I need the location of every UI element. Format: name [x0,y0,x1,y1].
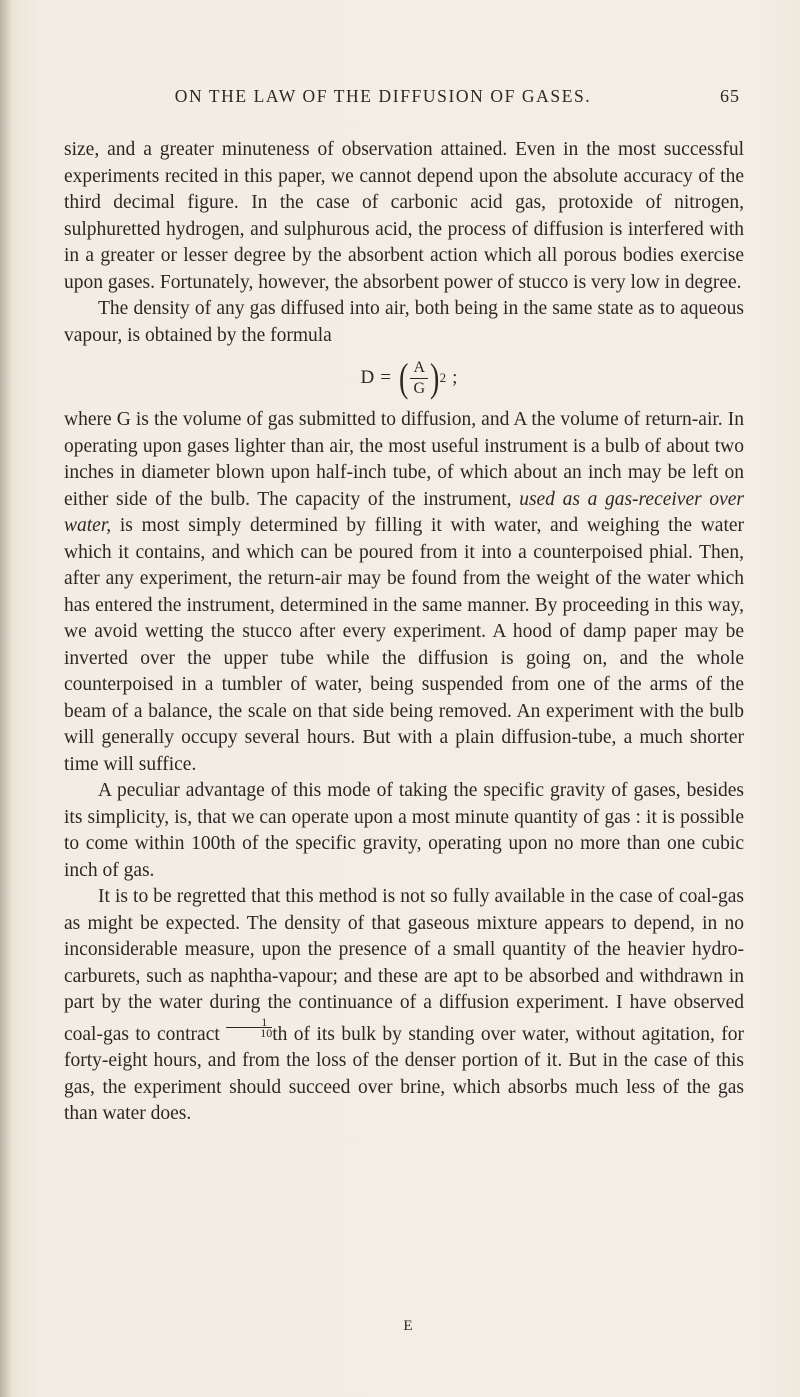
paragraph-3-part-a: where G is the volume of gas submitted to diffusion, and A the volume of return-air. In operating upon gases lighter than air, the most useful instrument is a bulb of about two inches in diameter blown upon half-inch tube, of which about an inch may be left on either side of the bulb. The capacity of the instrument, [64,409,744,510]
paragraph-1: size, and a greater minuteness of observation attained. Even in the most successful experiments recited in this paper, we cannot depend upon the absolute accuracy of the third decimal figure. In the case of carbonic acid gas, protoxide of nitrogen, sulphuretted hydrogen, and sulphurous acid, the process of diffusion is interfered with in a greater or lesser degree by the absorbent action which all porous bodies exercise upon gases. Fortunately, however, the absorbent power of stucco is very low in degree. [64,139,744,293]
paragraph-3 [64,407,744,778]
body-text [64,137,744,1128]
paragraph-4: A peculiar advantage of this mode of taking the specific gravity of gases, besides its simplicity, is, that we can operate upon a most minute quantity of gas : it is possible to come within 100th of the specific gravity, operating upon no more than one cubic inch of gas. [64,780,744,881]
formula-close-paren: ) [430,355,440,400]
paragraph-5-part-b: th of its bulk by standing over water, without agitation, for forty-eight hours, and from the loss of the denser portion of it. But in the case of this gas, the experiment should succeed over brine, which absorbs much less of the gas than water does. [64,1023,745,1124]
formula-fraction-bar [410,378,428,379]
formula-equals: = [380,366,391,388]
paragraph-5 [64,884,744,1128]
page-number: 65 [720,86,740,106]
paragraph-2: The density of any gas diffused into air, both being in the same state as to aqueous vapour, is obtained by the formula [64,298,744,346]
paragraph-3-italic: used as a gas-receiver over water, [64,488,744,536]
paragraph-5-part-a: It is to be regretted that this method is not so fully available in the case of coal-gas as might be expected. The density of that gaseous mixture appears to depend, in no inconsiderable measure, upon the presence of a small quantity of the heavier hydro-carburets, such as naphtha-vapour; and these are apt to be absorbed and withdrawn in part by the water during the continuance of a diffusion experiment. I have observed coal-gas to contract [64,886,744,1045]
formula-lhs: D [360,366,375,388]
inline-fraction [226,1014,273,1040]
page-gutter-shadow [0,0,12,1397]
running-title: ON THE LAW OF THE DIFFUSION OF GASES. [174,86,592,106]
formula-semicolon: ; [452,366,458,388]
formula-open-paren: ( [398,355,409,400]
page-header [0,86,800,116]
inline-fraction-denominator: 10 [260,1025,273,1040]
formula-exponent: 2 [439,369,447,385]
formula-numerator: A [413,358,426,376]
signature-mark: E [403,1318,413,1334]
formula-denominator: G [413,379,426,397]
paragraph-3-part-b: is most simply determined by filling it with water, and weighing the water which it contains, and which can be poured from it into a counterpoised phial. Then, after any experiment, the return-air may be found from the weight of the water which has entered the instrument, determined in the same manner. By proceeding in this way, we avoid wetting the stucco after every experiment. A hood of damp paper may be inverted over the upper tube while the diffusion is going on, and the whole counterpoised in a tumbler of water, being suspended from one of the arms of the beam of a balance, the scale on that side being removed. An experiment with the bulb will generally occupy several hours. But with a plain diffusion-tube, a much shorter time will suffice. [64,515,745,775]
inline-fraction-numerator: 1 [226,1017,272,1028]
density-formula [64,349,744,407]
formula-fraction [410,359,428,398]
